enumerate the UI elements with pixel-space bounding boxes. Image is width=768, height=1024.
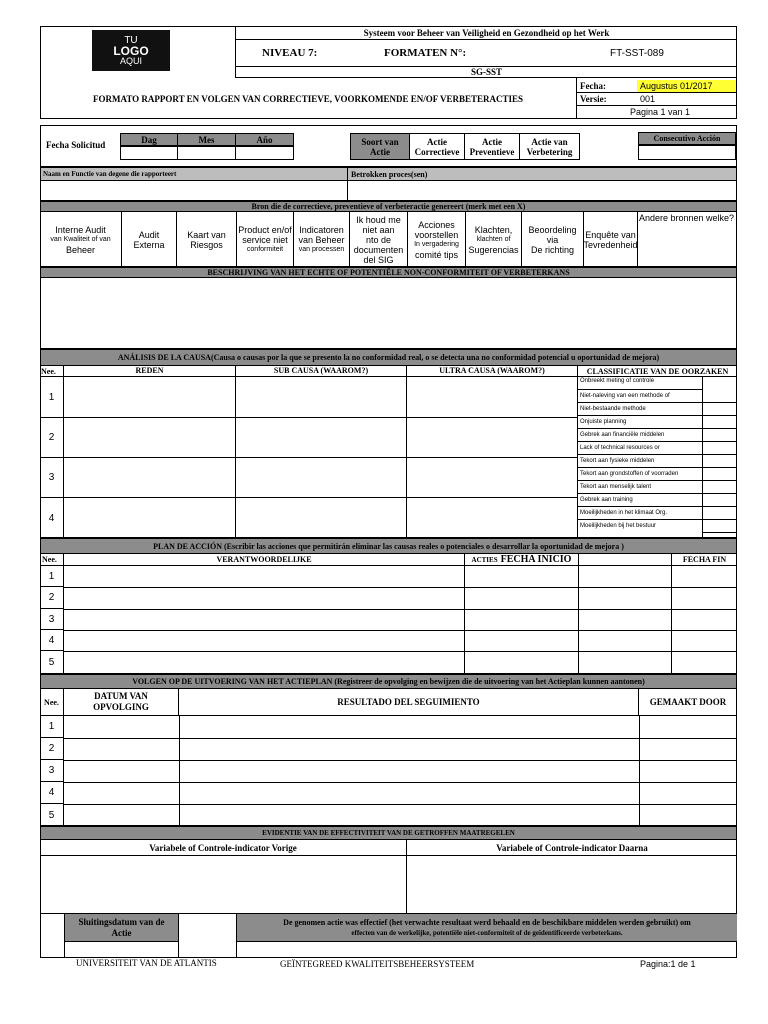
- ultra-cell[interactable]: [407, 418, 578, 458]
- bron-label: Tevredenheid: [583, 239, 638, 250]
- bron-label: Enquête van: [585, 229, 636, 240]
- acties-label: ACTIES: [471, 555, 498, 564]
- bron-label: Indicatoren: [299, 224, 344, 235]
- plan-title: PLAN DE ACCIÓN (Escribir las acciones que permitirán eliminar las causas reales o potenciales o desarrollar la oportunidad de mejora ): [40, 538, 737, 554]
- bron-audit-externa[interactable]: [122, 212, 177, 267]
- sgsst-label: SG-SST: [236, 66, 737, 78]
- bron-label: Beheer: [65, 244, 96, 255]
- bron-kaart-riesgos[interactable]: [177, 212, 237, 267]
- ultra-cell[interactable]: [407, 377, 578, 418]
- volgen-title: VOLGEN OP DE UITVOERING VAN HET ACTIEPLAN (Registreer de opvolging en bewijzen die de uitvoering van het Actieplan kunnen aantonen): [40, 674, 737, 689]
- effectief-text: [237, 914, 737, 942]
- effectief-line1: De genomen actie was effectief (het verwachte resultaat werd behaald en de beschikbare middelen werden gebruikt) om: [283, 917, 691, 927]
- analisis-row-num: 4: [40, 498, 64, 538]
- ano-header: Año: [236, 133, 294, 146]
- naam-label: Naam en Functie van degene die rapporteert: [40, 167, 348, 181]
- bron-label: van Kwaliteit of van: [50, 235, 111, 243]
- consecutivo-input[interactable]: [638, 145, 736, 160]
- plan-row-num: 3: [40, 609, 64, 630]
- ultra-header: ULTRA CAUSA (WAAROM?): [407, 366, 578, 377]
- plan-grid[interactable]: [64, 566, 737, 674]
- beschrijving-title: BESCHRIJVING VAN HET ECHTE OF POTENTIËLE NON-CONFORMITEIT OF VERBETERKANS: [40, 267, 737, 278]
- ultra-cell[interactable]: [407, 458, 578, 498]
- vorige-input[interactable]: [40, 856, 407, 914]
- sub-header: SUB CAUSA (WAAROM?): [236, 366, 407, 377]
- bron-product-service[interactable]: [237, 212, 294, 267]
- company-logo: [92, 30, 170, 71]
- analisis-title: ANÁLISIS DE LA CAUSA(Causa o causas por la que se presento la no conformidad real, o se detecta una no conformidad potencial u oportunidad de mejora): [40, 349, 737, 366]
- volgen-row-num: 5: [40, 804, 64, 826]
- mes-header: Mes: [178, 133, 236, 146]
- reden-cell[interactable]: [64, 458, 236, 498]
- reden-header: REDEN: [64, 366, 236, 377]
- sub-cell[interactable]: [236, 377, 407, 418]
- preventieve-option[interactable]: Actie Preventieve: [465, 133, 520, 160]
- bron-label: De richting: [530, 244, 575, 255]
- formaten-label: FORMATEN N°:: [384, 47, 467, 59]
- dag-header: Dag: [120, 133, 178, 146]
- footer-page: Pagina:1 de 1: [640, 959, 696, 969]
- soort-label: Soort van Actie: [350, 133, 410, 160]
- class-header: CLASSIFICATIE VAN DE OORZAKEN: [578, 366, 737, 377]
- ultra-cell[interactable]: [407, 498, 578, 538]
- bron-label: Andere bronnen welke?: [639, 213, 735, 223]
- versie-value: 001: [640, 94, 656, 104]
- closing-spacer: [179, 914, 237, 958]
- betrokken-input[interactable]: [348, 181, 737, 201]
- fin-header: FECHA FIN: [672, 554, 737, 566]
- volgen-row-num: 1: [40, 716, 64, 738]
- correctieve-option[interactable]: Actie Correctieve: [410, 133, 465, 160]
- cause-item: Niet-naleving van een methode of: [578, 390, 702, 403]
- bron-label: Interne Audit: [55, 224, 106, 235]
- volgen-grid[interactable]: [64, 716, 737, 826]
- bron-label: van Beheer: [298, 234, 345, 245]
- datum-header: DATUM VAN OPVOLGING: [64, 689, 179, 716]
- ano-input[interactable]: [236, 146, 294, 160]
- volgen-row-num: 3: [40, 760, 64, 782]
- plan-row-num: 4: [40, 630, 64, 651]
- analisis-row-num: 1: [40, 377, 64, 418]
- bron-label: comité tips: [414, 249, 458, 260]
- footer-university: UNIVERSITEIT VAN DE ATLANTIS: [76, 958, 217, 968]
- logo-line1: TU: [124, 34, 138, 46]
- cause-item: Moeilijkheden bij het bestuur: [580, 523, 657, 529]
- cause-item: Gebrek aan financiële middelen: [578, 429, 702, 442]
- cause-check-grid[interactable]: [702, 390, 737, 533]
- plan-row-num: 2: [40, 587, 64, 609]
- bron-label: Externa: [133, 239, 165, 250]
- reden-cell[interactable]: [64, 377, 236, 418]
- footer-system: GEÏNTEGREED KWALITEITSBEHEERSYSTEEM: [280, 959, 475, 969]
- bron-label: van processen: [298, 245, 345, 253]
- evidentie-title: EVIDENTIE VAN DE EFFECTIVITEIT VAN DE GETROFFEN MAATREGELEN: [40, 826, 737, 840]
- bron-label: Kaart van: [187, 229, 226, 240]
- plan-nee-header: Nee.: [40, 554, 64, 566]
- effectief-line2: effecten van de werkelijke, potentiële niet-conformiteit of de geïdentificeerde verbeterkans.: [351, 928, 623, 937]
- plan-row-num: 5: [40, 651, 64, 674]
- analisis-row-num: 2: [40, 418, 64, 458]
- cause-item: Tekort aan fysieke middelen: [578, 455, 702, 468]
- betrokken-label: Betrokken proces(sen): [348, 167, 737, 181]
- fecha-label: Fecha:: [580, 81, 606, 91]
- beschrijving-input[interactable]: [40, 278, 737, 349]
- plan-row-num: 1: [40, 566, 64, 587]
- analisis-row-num: 3: [40, 458, 64, 498]
- dag-input[interactable]: [120, 146, 178, 160]
- bron-label: klachten of: [476, 235, 511, 243]
- bron-label: Audit: [138, 229, 160, 240]
- logo-line3: AQUI: [119, 55, 142, 66]
- effectief-input[interactable]: [237, 942, 737, 958]
- acties-header: [465, 554, 579, 566]
- sub-cell[interactable]: [236, 458, 407, 498]
- form-title: FORMATO RAPPORT EN VOLGEN VAN CORRECTIEVE, VOORKOMENDE EN/OF VERBETERACTIES: [40, 78, 577, 119]
- cause-item: Niet-bestaande methode: [578, 403, 702, 416]
- sub-cell[interactable]: [236, 498, 407, 538]
- bron-label: nto de documenten: [353, 234, 404, 255]
- cause-item: Onbreekt meting of controle: [578, 377, 702, 390]
- mes-input[interactable]: [178, 146, 236, 160]
- gemaakt-header: GEMAAKT DOOR: [639, 689, 737, 716]
- cause-item: Lack of technical resources or: [578, 442, 702, 455]
- bron-label: Beoordeling via: [528, 224, 577, 245]
- bron-label: conformiteit: [246, 245, 284, 253]
- system-title: Systeem voor Beheer van Veiligheid en Gezondheid op het Werk: [236, 26, 737, 40]
- bron-label: Product en/of: [238, 224, 292, 235]
- logo-line2: LOGO: [113, 43, 149, 58]
- versie-label: Versie:: [580, 94, 607, 104]
- sub-cell[interactable]: [236, 418, 407, 458]
- bron-klachten[interactable]: [466, 212, 522, 267]
- volgen-row-num: 2: [40, 738, 64, 760]
- naam-input[interactable]: [40, 181, 348, 201]
- daarna-input[interactable]: [407, 856, 737, 914]
- analisis-nee-header: Nee.: [40, 366, 64, 377]
- reden-cell[interactable]: [64, 498, 236, 538]
- cause-item: Moeilijkheden in het klimaat Org.: [578, 507, 702, 520]
- volgen-nee-header: Nee.: [40, 689, 64, 716]
- bron-indicatoren[interactable]: [294, 212, 350, 267]
- bron-andere[interactable]: [638, 212, 737, 267]
- pagina-header: Pagina 1 van 1: [629, 107, 691, 117]
- bron-label: Sugerencias: [468, 244, 519, 255]
- cause-item: Tekort aan grondstoffen of voorraden: [578, 468, 702, 481]
- bron-label: Ik houd me niet aan: [356, 214, 401, 235]
- bron-label: Riesgos: [190, 239, 223, 250]
- bron-label: service niet: [242, 234, 288, 245]
- bron-beoordeling[interactable]: [522, 212, 584, 267]
- verbetering-option[interactable]: Actie van Verbetering: [520, 133, 580, 160]
- sluiting-label: Sluitingsdatum van de Actie: [64, 914, 179, 942]
- bron-label: In vergadering: [414, 240, 459, 248]
- resultado-header: RESULTADO DEL SEGUIMIENTO: [179, 689, 639, 716]
- vorige-header: Variabele of Controle-indicator Vorige: [40, 840, 407, 856]
- bron-enquete[interactable]: [584, 212, 638, 267]
- consecutivo-header: Consecutivo Acción: [638, 132, 736, 145]
- bron-title: Bron die de correctieve, preventieve of verbeteractie genereert (merk met een X): [40, 201, 737, 212]
- inicio-label: FECHA INICIO: [500, 554, 572, 565]
- bron-acciones-comite[interactable]: [408, 212, 466, 267]
- cause-item: Tekort aan menselijk talent: [578, 481, 702, 494]
- bron-label: Acciones voorstellen: [414, 219, 459, 240]
- daarna-header: Variabele of Controle-indicator Daarna: [407, 840, 737, 856]
- form-code: FT-SST-089: [610, 47, 664, 59]
- cause-item: Onjuiste planning: [578, 416, 702, 429]
- verant-header: VERANTWOORDELIJKE: [64, 554, 465, 566]
- bron-interne-audit[interactable]: [40, 212, 122, 267]
- bron-documenten-sig[interactable]: [350, 212, 408, 267]
- niveau-label: NIVEAU 7:: [262, 47, 318, 59]
- cause-item: Gebrek aan training: [578, 494, 702, 507]
- fecha-value: Augustus 01/2017: [637, 80, 736, 92]
- volgen-row-num: 4: [40, 782, 64, 804]
- fecha-solicitud-label: Fecha Solicitud: [46, 140, 106, 150]
- reden-cell[interactable]: [64, 418, 236, 458]
- bron-label: Klachten,: [474, 224, 513, 235]
- sluiting-input[interactable]: [64, 942, 179, 958]
- inicio-header-cell: [579, 554, 672, 566]
- bron-label: del SIG: [363, 254, 394, 265]
